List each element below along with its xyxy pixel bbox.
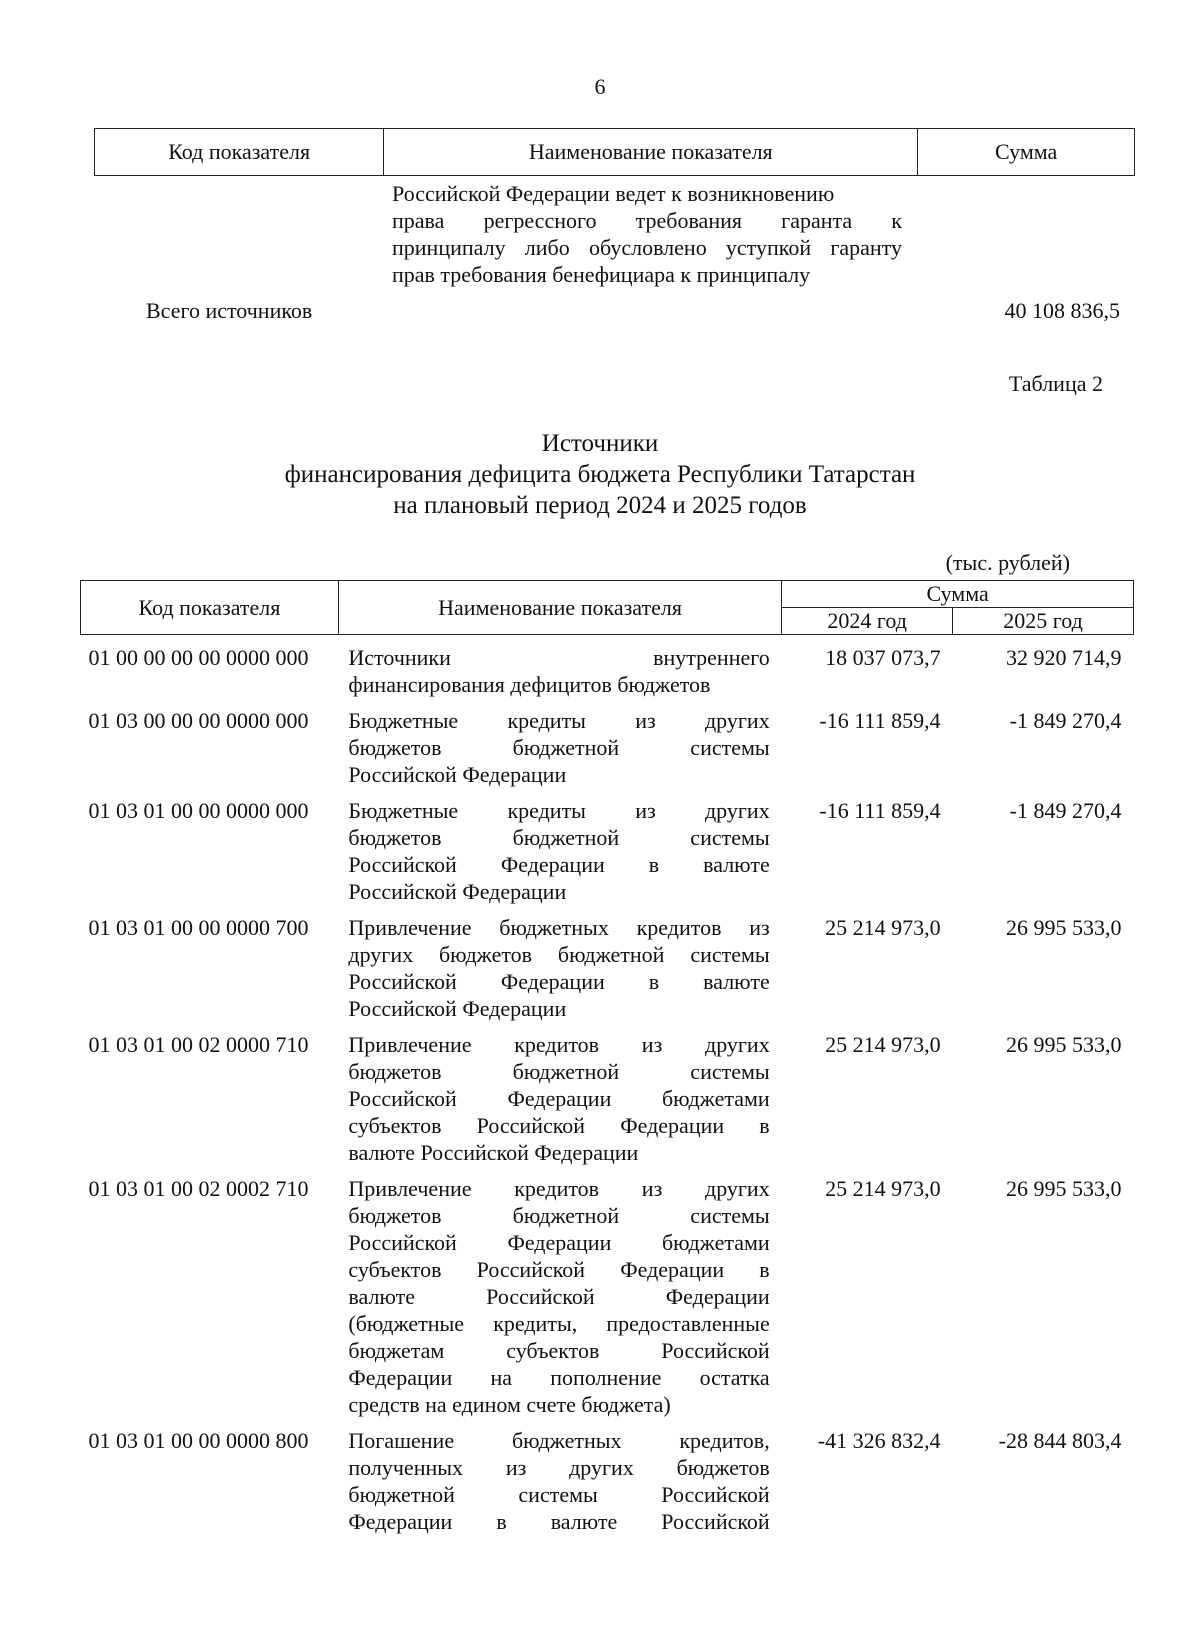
table-1-header — [94, 128, 1135, 176]
title-line: на плановый период 2024 и 2025 годов — [393, 492, 807, 519]
table-row — [81, 1427, 1134, 1535]
name-line: Привлечение бюджетных кредитов из — [348, 915, 770, 940]
name-line: субъектов Российской Федерации в — [348, 1257, 770, 1282]
name-line: (бюджетные кредиты, предоставленные — [348, 1311, 770, 1336]
table-row — [81, 797, 1134, 905]
table-row — [81, 914, 1134, 1022]
name-line: бюджетам субъектов Российской — [348, 1338, 770, 1363]
row-code: 01 03 01 00 02 0002 710 — [88, 1176, 309, 1201]
row-name — [338, 1175, 781, 1418]
row-value-2024: 18 037 073,7 — [825, 645, 941, 670]
col-header-name: Наименование показателя — [338, 581, 781, 635]
total-value: 40 108 836,5 — [1004, 298, 1120, 323]
text-line: права регрессного требования гаранта к — [392, 208, 902, 233]
name-line: Бюджетные кредиты из других — [348, 708, 770, 733]
name-line: Российской Федерации бюджетами — [348, 1086, 770, 1111]
name-line: финансирования дефицитов бюджетов — [348, 672, 711, 697]
name-line: Российской Федерации — [348, 762, 567, 787]
name-line: Российской Федерации — [348, 879, 567, 904]
table-row — [81, 707, 1134, 788]
units-label: (тыс. рублей) — [945, 550, 1070, 575]
table-title — [0, 428, 1200, 521]
col-header-code: Код показателя — [81, 581, 339, 635]
page-number: 6 — [594, 74, 606, 99]
row-name — [338, 1031, 781, 1166]
row-name — [338, 707, 781, 788]
row-value-2025: 26 995 533,0 — [1006, 1176, 1122, 1201]
row-name — [338, 797, 781, 905]
row-value-2024: 25 214 973,0 — [825, 1176, 941, 1201]
table-row — [81, 1031, 1134, 1166]
row-value-2025: -1 849 270,4 — [1009, 798, 1122, 823]
name-line: Федерации на пополнение остатка — [348, 1365, 770, 1390]
col-header-sum: Сумма — [918, 129, 1135, 176]
col-header-sum: Сумма — [782, 581, 1134, 608]
total-label: Всего источников — [146, 298, 313, 323]
name-line: бюджетов бюджетной системы — [348, 825, 770, 850]
row-value-2025: 26 995 533,0 — [1006, 915, 1122, 940]
name-line: Бюджетные кредиты из других — [348, 798, 770, 823]
row-code: 01 03 01 00 02 0000 710 — [88, 1032, 309, 1057]
col-header-code: Код показателя — [95, 129, 384, 176]
row-value-2025: 26 995 533,0 — [1006, 1032, 1122, 1057]
row-code: 01 03 00 00 00 0000 000 — [88, 708, 309, 733]
name-line: валюте Российской Федерации — [348, 1140, 639, 1165]
row-value-2024: -41 326 832,4 — [817, 1428, 941, 1453]
row-code: 01 03 01 00 00 0000 000 — [88, 798, 309, 823]
row-value-2024: -16 111 859,4 — [819, 708, 941, 733]
table-label: Таблица 2 — [1008, 371, 1103, 396]
col-header-2024: 2024 год — [782, 608, 953, 635]
text-line: принципалу либо обусловлено уступкой гаранту — [392, 235, 902, 260]
row-code: 01 03 01 00 00 0000 800 — [88, 1428, 309, 1453]
name-line: Источники внутреннего — [348, 645, 770, 670]
title-line: Источники — [541, 430, 659, 457]
name-line: средств на едином счете бюджета) — [348, 1392, 671, 1417]
row-name — [338, 644, 781, 698]
name-line: Российской Федерации — [348, 996, 567, 1021]
title-line: финансирования дефицита бюджета Республики Татарстан — [284, 461, 916, 488]
table-row — [81, 644, 1134, 698]
name-line: бюджетов бюджетной системы — [348, 1203, 770, 1228]
col-header-name: Наименование показателя — [384, 129, 918, 176]
name-line: других бюджетов бюджетной системы — [348, 942, 770, 967]
row-value-2025: 32 920 714,9 — [1006, 645, 1122, 670]
table-row — [81, 1175, 1134, 1418]
name-line: валюте Российской Федерации — [348, 1284, 770, 1309]
name-line: полученных из других бюджетов — [348, 1455, 770, 1480]
name-line: бюджетов бюджетной системы — [348, 735, 770, 760]
name-line: Федерации в валюте Российской — [348, 1509, 770, 1534]
row-value-2025: -1 849 270,4 — [1009, 708, 1122, 733]
name-line: бюджетной системы Российской — [348, 1482, 770, 1507]
name-line: Привлечение кредитов из других — [348, 1032, 770, 1057]
name-line: Российской Федерации в валюте — [348, 969, 770, 994]
name-line: Погашение бюджетных кредитов, — [348, 1428, 770, 1453]
row-code: 01 00 00 00 00 0000 000 — [88, 645, 309, 670]
row-value-2024: -16 111 859,4 — [819, 798, 941, 823]
name-line: бюджетов бюджетной системы — [348, 1059, 770, 1084]
name-line: Привлечение кредитов из других — [348, 1176, 770, 1201]
row-value-2025: -28 844 803,4 — [998, 1428, 1122, 1453]
col-header-2025: 2025 год — [953, 608, 1134, 635]
row-name — [338, 1427, 781, 1535]
continued-text — [392, 180, 902, 288]
name-line: Российской Федерации бюджетами — [348, 1230, 770, 1255]
text-line: прав требования бенефициара к принципалу — [392, 262, 811, 287]
row-value-2024: 25 214 973,0 — [825, 915, 941, 940]
text-line: Российской Федерации ведет к возникновению — [392, 181, 835, 206]
row-value-2024: 25 214 973,0 — [825, 1032, 941, 1057]
row-name — [338, 914, 781, 1022]
row-code: 01 03 01 00 00 0000 700 — [88, 915, 309, 940]
sources-table — [80, 580, 1134, 1535]
name-line: Российской Федерации в валюте — [348, 852, 770, 877]
name-line: субъектов Российской Федерации в — [348, 1113, 770, 1138]
